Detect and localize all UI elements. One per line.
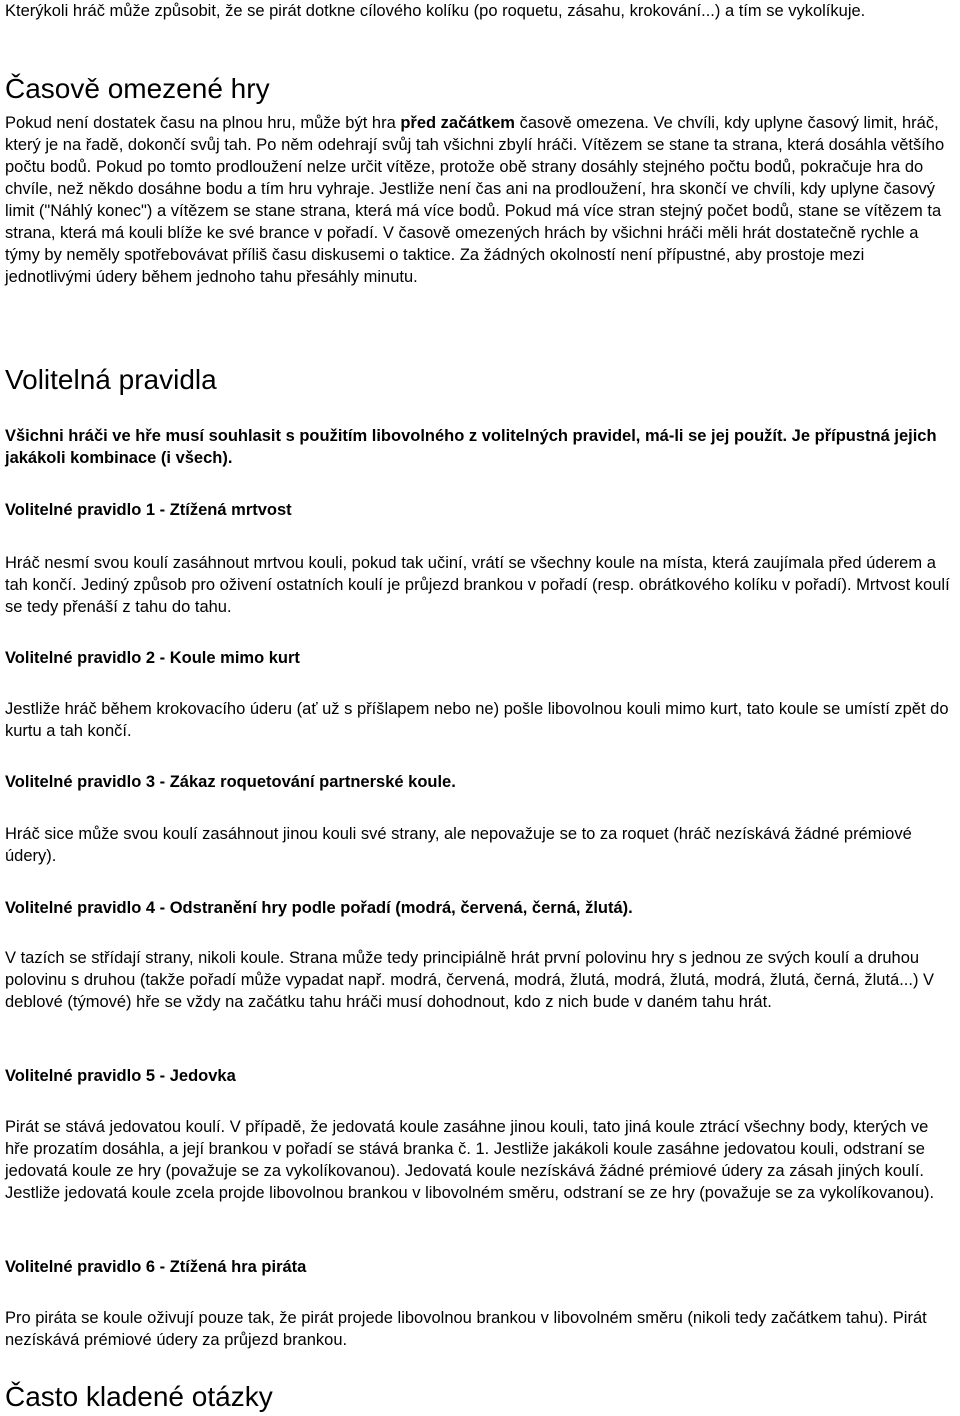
rule-1-title: Volitelné pravidlo 1 - Ztížená mrtvost: [5, 501, 292, 519]
rule-3-title: Volitelné pravidlo 3 - Zákaz roquetování partnerské koule.: [5, 773, 456, 791]
heading-optional-rules: Volitelná pravidla: [5, 364, 217, 395]
rule-6-text: Pro piráta se koule oživují pouze tak, že pirát projede libovolnou brankou v libovolném směru (nikoli tedy začátkem tahu). Pirát nezískává prémiové údery za průjezd brankou.: [5, 1309, 927, 1349]
rule-3-text: Hráč sice může svou koulí zasáhnout jinou kouli své strany, ale nepovažuje se to za roquet (hráč nezískává žádné prémiové údery).: [5, 825, 912, 865]
rule-2-text: Jestliže hráč během krokovacího úderu (ať už s příšlapem nebo ne) pošle libovolnou kouli mimo kurt, tato koule se umístí zpět do kurtu a tah končí.: [5, 700, 949, 740]
rule-6-title: Volitelné pravidlo 6 - Ztížená hra piráta: [5, 1258, 307, 1276]
optional-rules-intro: Všichni hráči ve hře musí souhlasit s použitím libovolného z volitelných pravidel, má-li se jej použít. Je přípustná jejich jakákoli kombinace (i všech).: [5, 427, 937, 467]
rule-2-title: Volitelné pravidlo 2 - Koule mimo kurt: [5, 649, 300, 667]
rule-5-title: Volitelné pravidlo 5 - Jedovka: [5, 1067, 236, 1085]
rule-4-title: Volitelné pravidlo 4 - Odstranění hry podle pořadí (modrá, červená, černá, žlutá).: [5, 899, 633, 917]
timed-games-paragraph: [5, 112, 955, 288]
timed-games-text-b: časově omezena. Ve chvíli, kdy uplyne časový limit, hráč, který je na řadě, dokončí svůj tah. Po něm odehrají svůj tah všichni zbylí hráči. Vítězem se stane ta strana, která dosáhla většího počtu bodů. Pokud po tomto prodloužení nelze určit vítěze, protože obě strany dosáhly stejného počtu bodů, pokračuje hra do chvíle, než někdo dosáhne bodu a tím hru vyhraje. Jestliže není čas ani na prodloužení, hra skončí ve chvíli, kdy uplyne časový limit ("Náhlý konec") a vítězem se stane strana, která má více bodů. Pokud má více stran stejný počet bodů, stane se vítězem ta strana, která má kouli blíže ke své brance v pořadí. V časově omezených hrách by všichni hráči měli hrát dostatečně rychle a týmy by neměly spotřebovávat příliš času diskusemi o taktice. Za žádných okolností není přípustné, aby prostoje mezi jednotlivými údery během jednoho tahu přesáhly minutu.: [5, 114, 945, 286]
intro-paragraph: Kterýkoli hráč může způsobit, že se pirát dotkne cílového kolíku (po roquetu, zásahu, krokování...) a tím se vykolíkuje.: [5, 2, 866, 20]
rule-4-text: V tazích se střídají strany, nikoli koule. Strana může tedy principiálně hrát první polovinu hry s jednou ze svých koulí a druhou polovinu s druhou (takže pořadí může vypadat např. modrá, červená, modrá, žlutá, modrá, žlutá, modrá, žlutá, černá, žlutá...) V deblové (týmové) hře se vždy na začátku tahu hráči musí dohodnout, kdo z nich bude v daném tahu hrát.: [5, 949, 935, 1011]
heading-faq: Často kladené otázky: [5, 1381, 273, 1412]
rule-5-text: Pirát se stává jedovatou koulí. V případě, že jedovatá koule zasáhne jinou kouli, tato jiná koule ztrácí všechny body, kterých ve hře prozatím dosáhla, a její brankou v pořadí se stává branka č. 1. Jestliže jakákoli koule zasáhne jedovatou kouli, odstraní se jedovatá koule ze hry (považuje se za vykolíkovanou). Jedovatá koule nezískává žádné prémiové údery za zásah jiných koulí. Jestliže jedovatá koule zcela projde libovolnou brankou v libovolném směru, odstraní se ze hry (považuje se za vykolíkovanou).: [5, 1118, 935, 1202]
timed-games-text-bold: před začátkem: [400, 114, 515, 132]
timed-games-text-a: Pokud není dostatek času na plnou hru, může být hra: [5, 114, 401, 132]
heading-timed-games: Časově omezené hry: [5, 73, 270, 104]
rule-1-text: Hráč nesmí svou koulí zasáhnout mrtvou kouli, pokud tak učiní, vrátí se všechny koule na místa, která zaujímala před úderem a tah končí. Jediný způsob pro oživení ostatních koulí je průjezd brankou v pořadí (resp. obrátkového kolíku v pořadí). Mrtvost koulí se tedy přenáší z tahu do tahu.: [5, 554, 950, 616]
